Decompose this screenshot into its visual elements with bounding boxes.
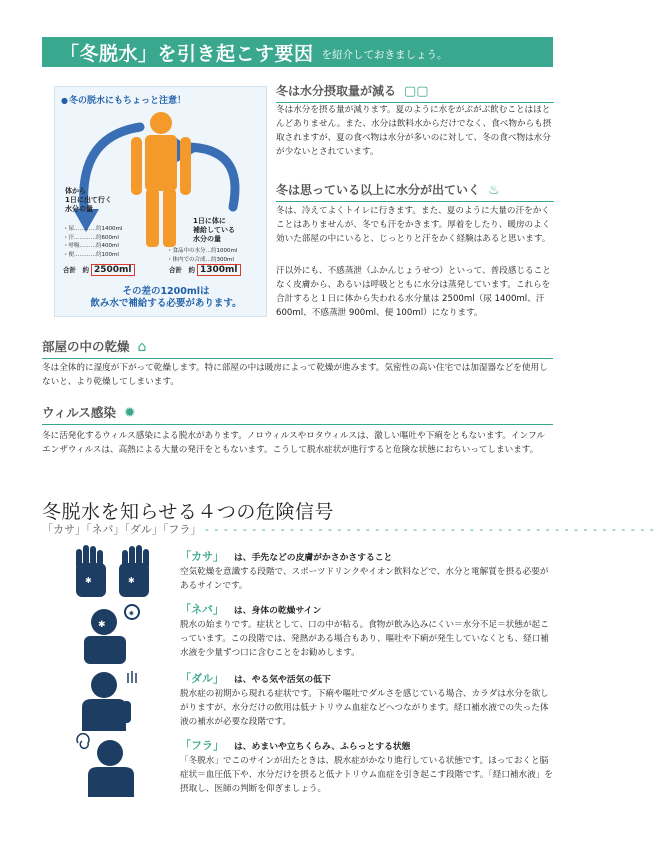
- output-list: [63, 225, 122, 259]
- signal-heading: 「ネバ」 は、身体の乾燥サイン: [180, 603, 322, 616]
- signal-heading: 「ダル」 は、やる気や活気の低下: [180, 672, 331, 685]
- human-figure-icon: [131, 112, 191, 247]
- signal-description: 「冬脱水」でこのサインが出たときは、脱水症がかなり進行している状態です。ほっておくと脳症状＝血圧低下や、水分だけを摂ると低ナトリウム血症を引き起こす段階です。「経口補水液」を摂取し、医師の判断を仰ぎましょう。: [180, 756, 553, 794]
- output-section-heading: 冬は思っている以上に水分が出ていく ♨: [276, 181, 554, 202]
- svg-text:✷: ✷: [128, 609, 135, 618]
- sweat-drops-icon: ♨: [488, 183, 500, 198]
- signal-name: 「ダル」: [180, 672, 224, 685]
- intake-heading: 1日に体に 補給している 水分の量: [193, 217, 235, 243]
- signal-item-fura: [180, 737, 554, 797]
- output-section-body-1: 冬は、冷えてよくトイレに行きます。また、夏のように大量の汗をかくことはありませんが、冬でも汗をかきます。厚着をしたり、暖房のよく効いた部屋の中にいると、じっとりと汗をかく経験はあると思います。: [276, 206, 551, 244]
- svg-text:✱: ✱: [85, 576, 92, 585]
- signal-heading: 「カサ」 は、手先などの皮膚がかさかさすること: [180, 550, 393, 563]
- signal-name: 「カサ」: [180, 550, 224, 563]
- intake-section-body: 冬は水分を摂る量が減ります。夏のように水をがぶがぶ飲むことはほとんどありません。また、水分は飲料水からだけでなく、食べ物からも摂取されますが、夏の食べ物は水分が多いのに対して、冬の食べ物は水分が少ないとされています。: [276, 105, 552, 157]
- glass-icon: ▢▢: [404, 84, 429, 99]
- output-item: ・呼吸………約400ml: [63, 243, 119, 250]
- page-title: 「冬脱水」を引き起こす要因: [60, 42, 314, 65]
- sticky-mouth-person-icon: [70, 602, 155, 664]
- page-subtitle: を紹介しておきましょう。: [321, 48, 448, 61]
- intake-list: [167, 247, 237, 264]
- dizzy-person-icon: [70, 733, 155, 797]
- intake-section-heading: 冬は水分摂取量が減る ▢▢: [276, 82, 554, 103]
- svg-text:✱: ✱: [98, 620, 106, 630]
- fatigued-person-icon: [70, 667, 155, 731]
- dashed-divider: - - - - - - - - - - - - - - - - - - - - - - - - - - - - - - - - - - - - - - - - - - - - - - - -: [204, 523, 655, 536]
- illustration-footer: その差の1200mlは 飲み水で補給する必要があります。: [90, 286, 242, 309]
- signal-name: 「フラ」: [180, 739, 224, 752]
- virus-section-heading: ウィルス感染 ✹: [42, 403, 553, 425]
- intake-total: 合計 約 1300ml: [169, 265, 241, 275]
- room-section-heading: 部屋の中の乾燥 ⌂: [42, 337, 553, 359]
- output-item: ・便…………約100ml: [63, 251, 119, 258]
- signal-name: 「ネバ」: [180, 603, 224, 616]
- signal-item-kasa: [180, 548, 554, 594]
- signal-item-neba: [180, 601, 554, 661]
- right-arrow-icon: [185, 147, 235, 207]
- intake-item: ・体内での合成…約300ml: [167, 256, 234, 263]
- output-item: ・汗…………約600ml: [63, 234, 119, 241]
- virus-section-body: 冬に活発化するウィルス感染による脱水があります。ノロウィルスやロタウィルスは、激しい嘔吐や下痢をともないます。インフルエンザウィルスは、高熱による大量の発汗をともないます。こうして脱水症状が進行すると危険な状態におちいってしまいます。: [42, 431, 545, 455]
- signals-title: 冬脱水を知らせる４つの危険信号: [42, 501, 334, 523]
- signals-subtitle: 「カサ」「ネバ」「ダル」「フラ」: [42, 523, 202, 536]
- output-total-value: 2500ml: [91, 264, 135, 276]
- output-total: 合計 約 2500ml: [63, 265, 135, 275]
- illustration-title: ● 冬の脱水にもちょっと注意！: [61, 93, 186, 106]
- house-droplets-icon: ⌂: [137, 339, 147, 355]
- dehydration-illustration: [54, 86, 267, 317]
- signals-subtitle-row: [42, 521, 655, 537]
- signal-item-daru: [180, 670, 554, 730]
- room-section-body: 冬は全体的に湿度が下がって乾燥します。特に部屋の中は暖房によって乾燥が進みます。気密性の高い住宅では加湿器などを使用しないと、より乾燥してしまいます。: [42, 363, 548, 387]
- output-section-body-2: 汗以外にも、不感蒸泄（ふかんじょうせつ）といって、普段感じることなく皮膚から、あるいは呼吸とともに水分は蒸発しています。これらを合計すると１日に体から失われる水分量は 2500ml（尿 1400ml、汗 600ml、不感蒸泄 900ml、便 100ml）になります。: [276, 266, 551, 318]
- signal-description: 脱水の始まりです。症状として、口の中が粘る。食物が飲み込みにくい＝水分不足＝状態が起こっています。この段階では、発熱がある場合もあり、嘔吐や下痢が発生していなくとも、経口補水液を少量ずつ口に含むことをお勧めします。: [180, 620, 549, 658]
- signal-description: 空気乾燥を意識する段階で、スポーツドリンクやイオン飲料などで、水分と電解質を摂る必要があるサインです。: [180, 567, 549, 591]
- signal-description: 脱水症の初期から現れる症状です。下痢や嘔吐でダルさを感じている場合、カラダは水分を欲しがりますが、水分だけの飲用は低ナトリウム血症などへつながります。経口補水液での失った体液の補水が必要な段階です。: [180, 689, 549, 727]
- virus-icon: ✹: [123, 405, 136, 421]
- svg-text:✱: ✱: [128, 576, 135, 585]
- intake-total-value: 1300ml: [197, 264, 241, 276]
- dry-hands-icon: [70, 545, 155, 600]
- intake-item: ・食品中の水分…約1000ml: [167, 248, 238, 254]
- output-heading: 体から 1日に出て行く 水分の量: [65, 187, 112, 213]
- output-item: ・尿…………約1400ml: [63, 226, 123, 232]
- signal-heading: 「フラ」 は、めまいや立ちくらみ、ふらっとする状態: [180, 739, 411, 752]
- page-banner: [42, 37, 553, 67]
